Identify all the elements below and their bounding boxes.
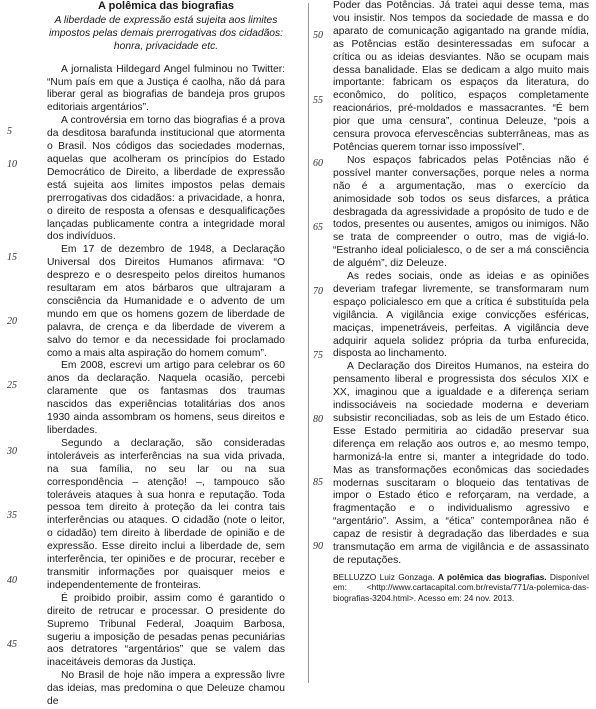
reference-source: Disponível em: <http://www.cartacapital.com.br/revista/771/a-polemica-das-biografias-3204.html>. Acesso em: 24 nov. 2013. <box>333 571 590 603</box>
article-subtitle: A liberdade de expressão está sujeita aos limites impostos pelas demais prerrogativas dos cidadãos: honra, privacidade etc. <box>48 14 284 52</box>
line-number: 35 <box>7 510 17 521</box>
line-number: 65 <box>313 222 323 233</box>
paragraph: A jornalista Hildegard Angel fulminou no Twitter: “Num país em que a Justiça é caolha, não dá para liberar geral as biografias de bandeja pros grupos editoriais argentários”. <box>47 63 285 114</box>
paragraph: Segundo a declaração, são consideradas intoleráveis as interferências na sua vida privada, na sua família, no seu lar ou na sua correspondência – atenção! –, tampouco são toleráveis ataques à sua honra e reputação. Toda pessoa tem direito à proteção da lei contra tais interferências ou ataques. O cidadão (note o leitor, o cidadão) tem direito à liberdade de opinião e de expressão. Esse direito inclui a liberdade de, sem interferência, ter opiniões e de procurar, receber e transmitir informações por quaisquer meios e independentemente de fronteiras. <box>47 437 285 591</box>
reference-title: A polêmica das biografias. <box>437 571 547 582</box>
paragraph: Nos espaços fabricados pelas Potências não é possível manter conversações, porque neles a norma não é a argumentação, mas o exercício da animosidade sob todos os seus disfarces, a prática desbragada da agressividade a propósito de tudo e de todos, presentes ou ausentes, amigos ou inimigos. Não se trata de compreender o outro, mas de vigiá-lo. “Estranho ideal policialesco, o de ser a má consciência de alguém”, diz Deleuze. <box>333 154 589 270</box>
line-number: 10 <box>7 159 17 170</box>
paragraph: A controvérsia em torno das biografias é a prova da desditosa barafunda institucional que atormenta o Brasil. Nos códigos das sociedades modernas, aquelas que acolheram os princípios do Estado Democrático de Direito, a liberdade de expressão está sujeita aos limites impostos pelas demais prerrogativas dos cidadãos: a privacidade, a honra, o direito de resposta a ofensas e desqualificações lançadas publicamente contra a integridade moral dos indivíduos. <box>47 115 285 243</box>
line-number: 90 <box>313 541 323 552</box>
paragraph: As redes sociais, onde as ideias e as opiniões deveriam trafegar livremente, se transformaram num espaço policialesco em que a crítica é substituída pela vigilância. A vigilância exige convicções esféricas, maciças, impenetráveis, perfeitas. A vigilância deve adquirir aquela solidez própria da turba enfurecida, disposta ao linchamento. <box>333 271 589 360</box>
line-number: 30 <box>7 446 17 457</box>
left-column <box>47 0 285 709</box>
reference-author: BELLUZZO Luiz Gonzaga. <box>333 571 435 582</box>
paragraph: Em 17 de dezembro de 1948, a Declaração Universal dos Direitos Humanos afirmava: “O desprezo e o desrespeito pelos direitos humanos resultaram em atos bárbaros que ultrajaram a consciência da Humanidade e o advento de um mundo em que os homens gozem de liberdade de palavra, de crença e da liberdade de viverem a salvo do temor e da necessidade foi proclamado como a mais alta aspiração do homem comum”. <box>47 244 285 359</box>
line-number: 70 <box>313 286 323 297</box>
column-divider <box>308 3 309 683</box>
line-number: 15 <box>7 252 17 263</box>
line-number: 50 <box>313 30 323 41</box>
line-number: 60 <box>313 158 323 169</box>
line-number: 75 <box>313 350 323 361</box>
paragraph: No Brasil de hoje não impera a expressão livre das ideias, mas predomina o que Deleuze chamou de <box>47 670 285 708</box>
line-number: 85 <box>313 477 323 488</box>
line-number: 25 <box>7 380 17 391</box>
line-number: 40 <box>7 575 17 586</box>
paragraph: A Declaração dos Direitos Humanos, na esteira do pensamento liberal e progressista dos séculos XIX e XX, imaginou que a igualdade e a diferença seriam indissociáveis na sociedade moderna e deveriam subsistir reconciliadas, sob as leis de um Estado ético. Esse Estado permitiria ao cidadão preservar sua diferença em relação aos outros e, ao mesmo tempo, harmonizá-la entre si, manter a integridade do todo. Mas as transformações econômicas das sociedades modernas suscitaram o bloqueio das tentativas de impor o Estado ético e reforçaram, na verdade, a fragmentação e o individualismo agressivo e “argentário”. Assim, a “ética” contemporânea não é capaz de resistir à degradação das liberdades e sua transmutação em arma de vigilância e de assassinato de reputações. <box>333 361 589 566</box>
line-number: 80 <box>313 414 323 425</box>
line-number: 45 <box>7 639 17 650</box>
paragraph: Em 2008, escrevi um artigo para celebrar os 60 anos da declaração. Naquela ocasião, percebi claramente que os fantasmas dos traumas nascidos das experiências totalitárias dos anos 1930 ainda assombram os homens, seus direitos e liberdades. <box>47 360 285 436</box>
paragraph: Poder das Potências. Já tratei aqui desse tema, mas vou insistir. Nos tempos da sociedade de massa e do aparato de comunicação agigantado na grande mídia, as Potências estão desinteressadas em sufocar a crítica ou as ideias desviantes. Não se ocupam mais dessa banalidade. Elas se dedicam a algo muito mais importante: fabricam os espaços da literatura, do econômico, do político, espaços completamente reacionários, pré-moldados e massacrantes. “É bem pior que uma censura”, continua Deleuze, “pois a censura provoca efervescências subterrâneas, mas as Potências querem tornar isso impossível”. <box>333 0 589 153</box>
reference <box>333 572 589 603</box>
line-number: 20 <box>7 316 17 327</box>
paragraph: É proibido proibir, assim como é garantido o direito de retrucar e processar. O presidente do Supremo Tribunal Federal, Joaquim Barbosa, sugeriu a imposição de pesadas penas pecuniárias aos detratores “argentários” que se valem das inaceitáveis demoras da Justiça. <box>47 592 285 669</box>
line-number: 5 <box>7 126 12 137</box>
right-column <box>333 0 589 603</box>
article-title: A polêmica das biografias <box>98 0 234 12</box>
line-number: 55 <box>313 95 323 106</box>
